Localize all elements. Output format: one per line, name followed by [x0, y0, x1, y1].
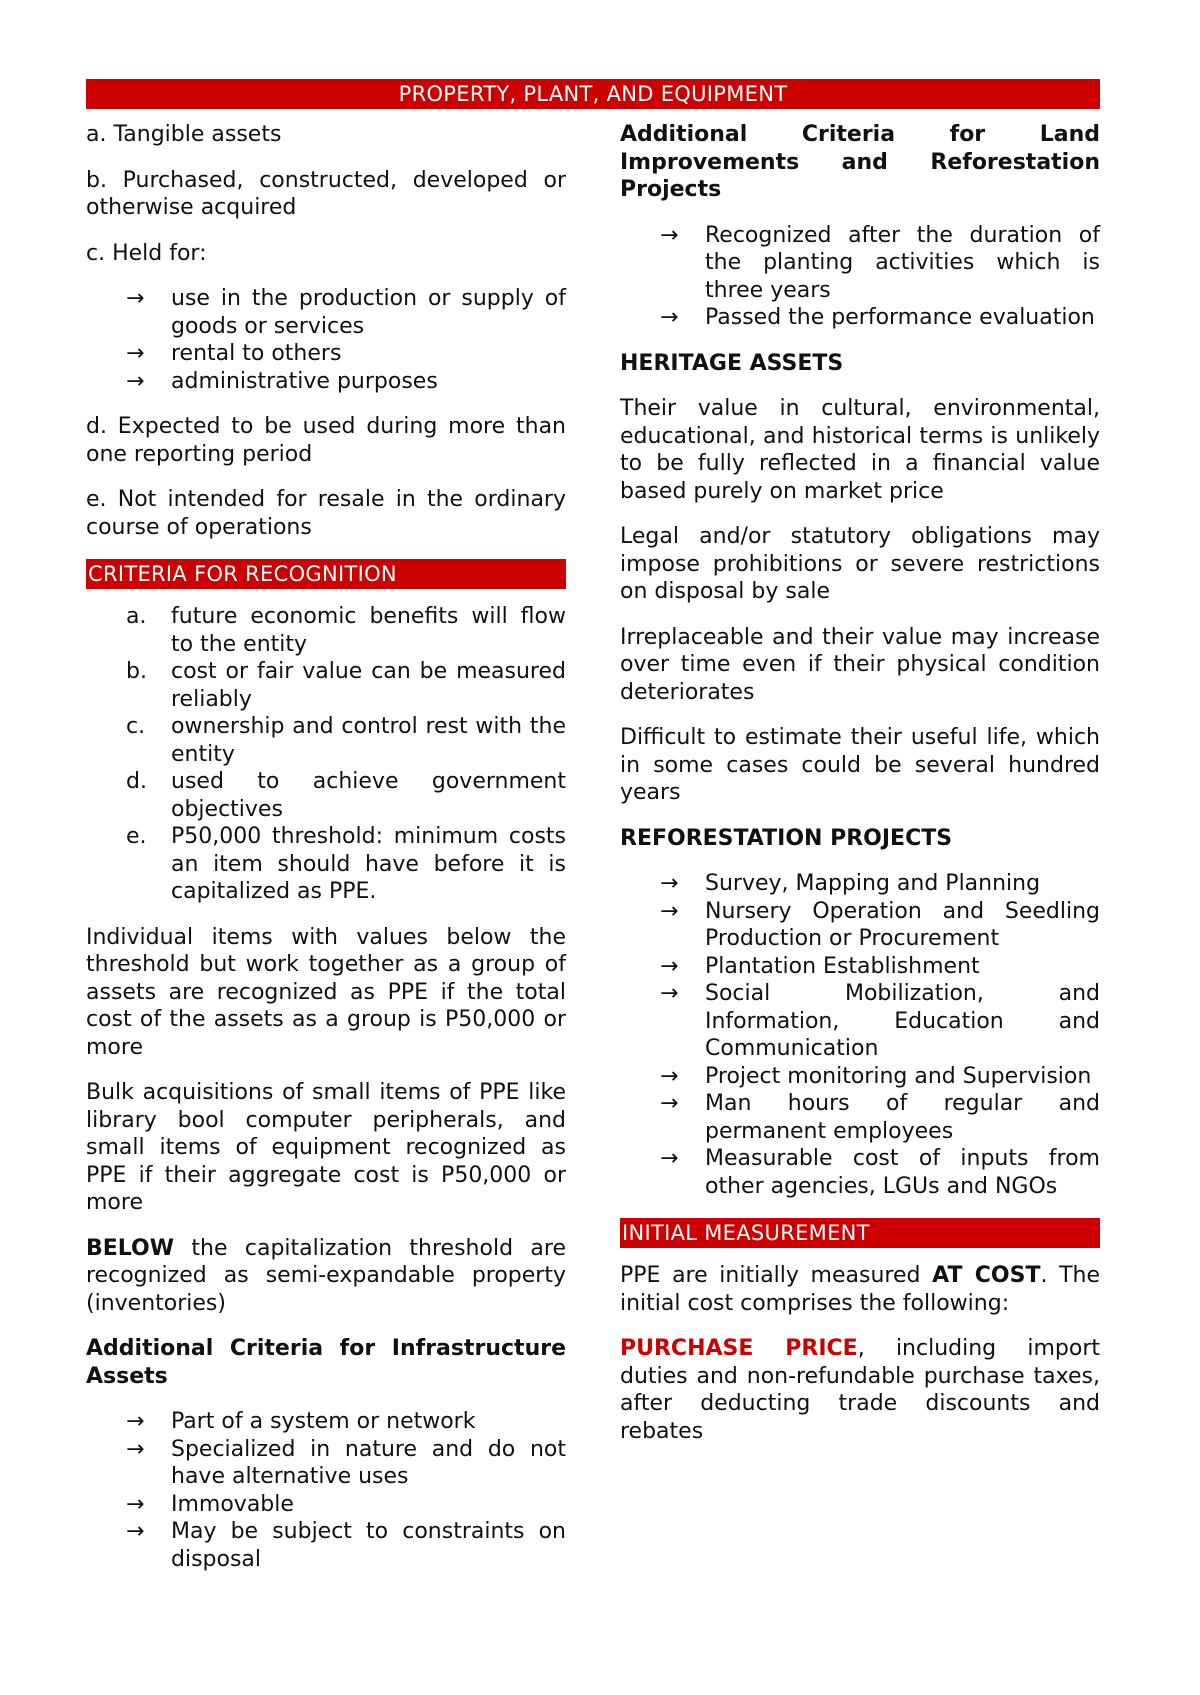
bulk-acquisitions-paragraph: Bulk acquisitions of small items of PPE like library bool computer peripherals, and small items of equipment recognized as PPE if their aggregate cost is P50,000 or more — [86, 1080, 566, 1215]
initial-measurement-header: INITIAL MEASUREMENT — [620, 1218, 1100, 1248]
list-item: b. cost or fair value can be measured reliably — [126, 659, 566, 712]
land-improvements-title: Additional Criteria for Land Improvements and Reforestation Projects — [620, 122, 1100, 202]
list-item: a. future economic benefits will flow to the entity — [126, 604, 566, 657]
list-item: → Man hours of regular and permanent employees — [660, 1091, 1100, 1144]
land-improvements-list — [620, 222, 1100, 332]
list-item: → Nursery Operation and Seedling Production or Procurement — [660, 898, 1100, 951]
list-item: → use in the production or supply of goods or services — [126, 286, 566, 339]
document-page — [86, 79, 1100, 1591]
heritage-paragraph: Legal and/or statutory obligations may impose prohibitions or severe restrictions on disposal by sale — [620, 524, 1100, 604]
definition-d: d. Expected to be used during more than one reporting period — [86, 414, 566, 467]
definition-e: e. Not intended for resale in the ordinary course of operations — [86, 487, 566, 540]
list-item: → Project monitoring and Supervision — [660, 1063, 1092, 1089]
reforestation-title: REFORESTATION PROJECTS — [620, 825, 953, 851]
list-item: → Immovable — [126, 1491, 294, 1517]
below-threshold-paragraph: BELOW the capitalization threshold are recognized as semi-expandable property (inventories) — [86, 1235, 566, 1316]
list-item: → Recognized after the duration of the planting activities which is three years — [660, 222, 1100, 303]
list-item: → administrative purposes — [126, 368, 438, 394]
list-item: → rental to others — [126, 341, 342, 366]
list-item: → Social Mobilization, and Information, Education and Communication — [660, 981, 1100, 1061]
list-item: c. ownership and control rest with the entity — [126, 714, 566, 767]
list-item: → Passed the performance evaluation — [660, 305, 1095, 330]
reforestation-list — [620, 870, 1100, 1200]
individual-items-paragraph: Individual items with values below the threshold but work together as a group of assets are recognized as PPE if the total cost of the assets as a group is P50,000 or more — [86, 924, 566, 1060]
infrastructure-list — [86, 1408, 566, 1573]
list-item: → Measurable cost of inputs from other agencies, LGUs and NGOs — [660, 1146, 1100, 1199]
list-item: → Survey, Mapping and Planning — [660, 871, 1041, 896]
purchase-price-paragraph: PURCHASE PRICE, including import duties and non-refundable purchase taxes, after deducting trade discounts and rebates — [620, 1336, 1101, 1444]
infrastructure-title: Additional Criteria for Infrastructure Assets — [86, 1336, 566, 1389]
list-item: → Part of a system or network — [126, 1409, 476, 1434]
definition-a: a. Tangible assets — [86, 122, 282, 147]
heritage-assets-title: HERITAGE ASSETS — [620, 350, 844, 376]
definition-c: c. Held for: — [86, 240, 207, 266]
list-item: → Specialized in nature and do not have alternative uses — [126, 1436, 566, 1489]
heritage-paragraph: Irreplaceable and their value may increase over time even if their physical condition deteriorates — [620, 624, 1100, 705]
page-title: PROPERTY, PLANT, AND EQUIPMENT — [86, 79, 1100, 109]
initial-measurement-paragraph: PPE are initially measured AT COST. The initial cost comprises the following: — [620, 1263, 1101, 1316]
definition-b: b. Purchased, constructed, developed or otherwise acquired — [86, 167, 566, 220]
list-item: e. P50,000 threshold: minimum costs an item should have before it is capitalized as PPE. — [126, 824, 566, 904]
right-column — [620, 121, 1100, 1591]
held-for-list — [86, 285, 566, 395]
left-column — [86, 121, 566, 1591]
heritage-paragraph: Their value in cultural, environmental, educational, and historical terms is unlikely to be fully reflected in a financial value based purely on market price — [620, 396, 1100, 504]
criteria-list — [86, 603, 566, 906]
criteria-header: CRITERIA FOR RECOGNITION — [86, 559, 566, 589]
list-item: d. used to achieve government objectives — [126, 769, 566, 822]
list-item: → Plantation Establishment — [660, 953, 980, 979]
heritage-paragraph: Difficult to estimate their useful life, which in some cases could be several hundred years — [620, 725, 1100, 805]
list-item: → May be subject to constraints on disposal — [126, 1519, 566, 1572]
